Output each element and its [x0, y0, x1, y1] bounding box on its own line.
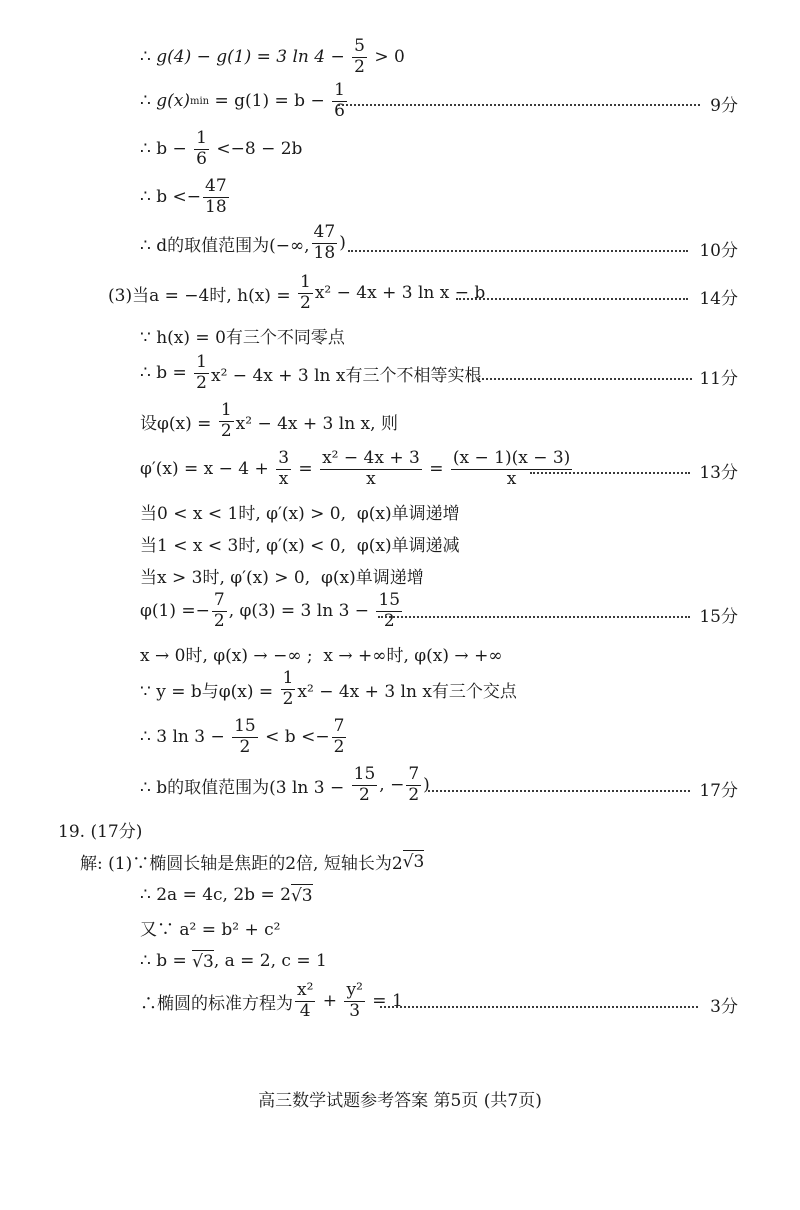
fraction: $\frac{47}{18}$ — [313, 221, 336, 263]
text: = — [293, 459, 319, 479]
text: g(x) — [156, 91, 190, 111]
line-22 — [140, 948, 327, 974]
text: ∴ b的取值范围为(3 ln 3 − — [140, 777, 350, 798]
line-11 — [140, 530, 460, 556]
text: ∴ — [140, 91, 157, 111]
text: 设φ(x) = — [140, 413, 217, 434]
text: 当0 < x < 1时, φ′(x) > 0, φ(x)单调递增 — [140, 503, 460, 524]
text: φ′(x) = x − 4 + — [140, 459, 275, 479]
text: ∴ d的取值范围为(−∞, — [140, 235, 310, 256]
fraction: $\frac{(x - 1)(x - 3)}{x}$ — [452, 447, 571, 489]
line-18 — [58, 816, 142, 842]
text: = — [423, 459, 449, 479]
text: x² − 4x + 3 ln x有三个交点 — [297, 681, 517, 702]
text: (3)当a = −4时, h(x) = — [108, 285, 296, 306]
text: g(4) − g(1) = 3 ln 4 − — [156, 47, 351, 67]
text: ∴ 2a = 4c, 2b = 2 — [140, 885, 291, 905]
subscript: min — [189, 95, 210, 107]
score-label: 3分 — [710, 997, 738, 1017]
line-14 — [140, 640, 502, 666]
text: ∴ b − — [140, 139, 193, 159]
text: , − — [379, 775, 405, 795]
fraction: $\frac{15}{2}$ — [234, 715, 256, 757]
fraction: $\frac{1}{6}$ — [334, 79, 345, 121]
line-19 — [80, 848, 424, 874]
text: ) — [339, 233, 346, 253]
text: 又∵ a² = b² + c² — [140, 919, 281, 940]
text: x² − 4x + 3 ln x, 则 — [235, 413, 398, 434]
text: 当x > 3时, φ′(x) > 0, φ(x)单调递增 — [140, 567, 424, 588]
sqrt: √3 — [402, 852, 425, 872]
line-5 — [108, 271, 486, 313]
fraction: $\frac{47}{18}$ — [205, 175, 227, 217]
fraction: $\frac{1}{6}$ — [196, 127, 207, 169]
fraction: $\frac{\text{x²}}{4}$ — [297, 979, 314, 1021]
text: < b <− — [259, 727, 330, 747]
leader-dots — [428, 790, 690, 792]
text: ∵ h(x) = 0有三个不同零点 — [140, 327, 345, 348]
fraction: $\frac{1}{2}$ — [220, 399, 232, 441]
line-17 — [140, 763, 430, 805]
line-10 — [140, 498, 460, 524]
text: ∴ — [140, 47, 157, 67]
text: ∴ b = — [140, 363, 193, 383]
fraction: $\frac{1}{2}$ — [282, 667, 294, 709]
line-15 — [140, 667, 517, 709]
fraction: $\frac{3}{x}$ — [278, 447, 290, 489]
score-label: 9分 — [710, 96, 738, 116]
fraction: $\frac{1}{2}$ — [300, 271, 311, 313]
line-3 — [140, 175, 231, 217]
leader-dots — [530, 472, 690, 474]
page-footer: 高三数学试题参考答案 第5页 (共7页) — [258, 1091, 542, 1111]
leader-dots — [348, 250, 688, 252]
text: 当1 < x < 3时, φ′(x) < 0, φ(x)单调递减 — [140, 535, 460, 556]
leader-dots — [338, 104, 700, 106]
score-label: 11分 — [699, 369, 738, 389]
line-9 — [140, 447, 574, 489]
text: 解: (1)∵椭圆长轴是焦距的2倍, 短轴长为2 — [80, 853, 403, 874]
text: ) — [423, 775, 430, 795]
leader-dots — [478, 378, 692, 380]
leader-dots — [456, 298, 688, 300]
score-label: 10分 — [699, 241, 738, 261]
text: φ(1) =− — [140, 601, 210, 621]
text: ∴椭圆的标准方程为 — [140, 993, 293, 1014]
fraction: $\frac{7}{2}$ — [408, 763, 420, 805]
line-1 — [140, 79, 349, 121]
text: ∴ b = — [140, 951, 193, 971]
text: > 0 — [368, 47, 405, 67]
score-label: 17分 — [699, 781, 738, 801]
sqrt: √3 — [192, 952, 214, 972]
line-7 — [140, 351, 482, 393]
text: <−8 − 2b — [210, 139, 303, 159]
line-13 — [140, 589, 404, 631]
fraction: $\frac{5}{2}$ — [354, 35, 365, 77]
line-21 — [140, 914, 281, 940]
line-2 — [140, 127, 303, 169]
line-6 — [140, 322, 345, 348]
text: = 1 — [366, 991, 403, 1011]
text: , φ(3) = 3 ln 3 − — [228, 601, 375, 621]
text: x → 0时, φ(x) → −∞ ; x → +∞时, φ(x) → +∞ — [140, 645, 503, 666]
line-20 — [140, 882, 313, 908]
leader-dots — [378, 616, 690, 618]
score-label: 14分 — [699, 289, 738, 309]
sqrt: √3 — [290, 886, 313, 906]
text: 19. (17分) — [58, 821, 143, 842]
text: , a = 2, c = 1 — [213, 951, 327, 971]
line-8 — [140, 399, 398, 441]
leader-dots — [380, 1006, 698, 1008]
line-23 — [140, 979, 403, 1021]
score-label: 13分 — [699, 463, 738, 483]
fraction: $\frac{1}{2}$ — [196, 351, 207, 393]
text: = g(1) = b − — [209, 91, 331, 111]
fraction: $\frac{15}{2}$ — [353, 763, 376, 805]
fraction: $\frac{7}{2}$ — [333, 715, 345, 757]
fraction: $\frac{15}{2}$ — [378, 589, 401, 631]
text: x² − 4x + 3 ln x − b — [314, 283, 486, 303]
text: x² − 4x + 3 ln x有三个不相等实根 — [210, 365, 482, 386]
line-12 — [140, 562, 424, 588]
text: ∴ 3 ln 3 − — [140, 727, 231, 747]
line-16 — [140, 715, 348, 757]
fraction: $\frac{7}{2}$ — [213, 589, 225, 631]
text: ∵ y = b与φ(x) = — [140, 681, 279, 702]
line-4 — [140, 221, 346, 263]
fraction: $\frac{\text{y²}}{3}$ — [346, 979, 363, 1021]
text: + — [317, 991, 343, 1011]
fraction: $\frac{\text{x² − 4x + 3}}{x}$ — [322, 447, 420, 489]
line-0 — [140, 35, 405, 77]
score-label: 15分 — [699, 607, 738, 627]
text: ∴ b <− — [140, 187, 201, 207]
